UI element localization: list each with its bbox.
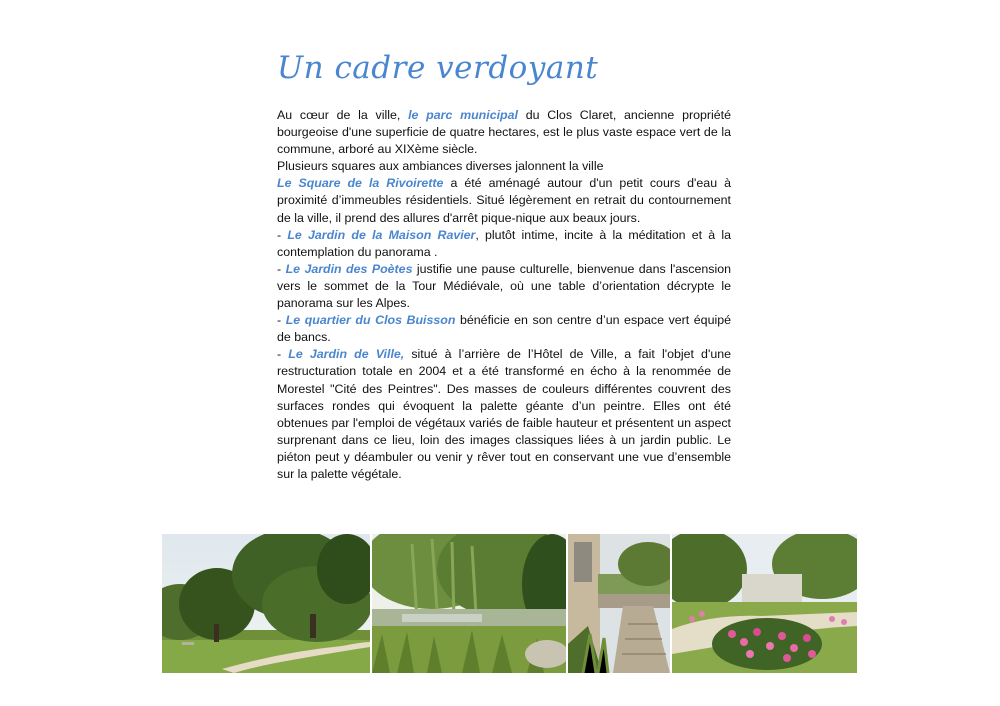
willow-pond-photo: [372, 534, 566, 673]
text-segment: du Clos Claret, ancienne propriété bourgeoise d'une superficie de quatre hectares, est le plus vaste espace vert de la commune, arboré au XIXème siècle.: [277, 108, 731, 157]
highlight-maison-ravier: Le Jardin de la Maison Ravier: [287, 227, 476, 242]
flower-garden-photo: [672, 534, 857, 673]
text-segment: -: [277, 227, 288, 242]
text-segment: , plutôt intime, incite à la méditation et à la contemplation du panorama .: [277, 227, 731, 259]
text-segment: Au cœur de la ville,: [277, 108, 409, 122]
paragraph-squares: Plusieurs squares aux ambiances diverses jalonnent la ville: [277, 159, 604, 174]
highlight-jardin-poetes: Le Jardin des Poètes: [285, 261, 413, 276]
paragraph-jardin-ville: [277, 346, 731, 483]
paragraph-maison-ravier: [277, 227, 731, 261]
stone-path-photo: [568, 534, 670, 673]
text-segment: justifie une pause culturelle, bienvenue dans l'ascension vers le sommet de la Tour Médiévale, où une table d’orientation décrypte le panorama sur les Alpes.: [277, 261, 731, 311]
text-segment: -: [277, 261, 286, 276]
text-segment: -: [277, 347, 289, 362]
highlight-parc-municipal: le parc municipal: [408, 108, 518, 122]
highlight-clos-buisson: Le quartier du Clos Buisson: [285, 313, 456, 328]
paragraph-poetes: [277, 261, 731, 312]
body-text: [277, 107, 731, 483]
paragraph-clos-buisson: [277, 312, 731, 346]
paragraph-rivoirette: [277, 175, 731, 226]
paragraph-parc: [277, 107, 731, 158]
page-title: Un cadre verdoyant: [277, 50, 599, 86]
highlight-square-rivoirette: Le Square de la Rivoirette: [277, 176, 444, 191]
photo-strip: [162, 534, 857, 673]
text-segment: bénéficie en son centre d’un espace vert équipé de bancs.: [277, 313, 731, 345]
text-segment: -: [277, 313, 286, 328]
park-trees-photo: [162, 534, 370, 673]
text-segment: a été aménagé autour d'un petit cours d'eau à proximité d’immeubles résidentiels. Situé légèrement en retrait du contournement de la ville, il prend des allures d'arrêt pique-nique aux beaux jours.: [277, 176, 731, 225]
text-segment: situé à l’arrière de l’Hôtel de Ville, a fait l'objet d'une restructuration totale en 2004 et a été transformé en écho à la renommée de Morestel "Cité des Peintres". Des masses de couleurs différentes couvrent des surfaces rondes qui évoquent la palette géante d’un peintre. Elles ont été obtenues par l'emploi de végétaux variés de faible hauteur et présentent un aspect surprenant dans ce lieu, loin des images classiques liées à un jardin public. Le piéton peut y déambuler ou venir y rêver tout en conservant une vue d’ensemble sur la palette végétale.: [277, 347, 731, 481]
highlight-jardin-ville: Le Jardin de Ville,: [288, 347, 405, 362]
